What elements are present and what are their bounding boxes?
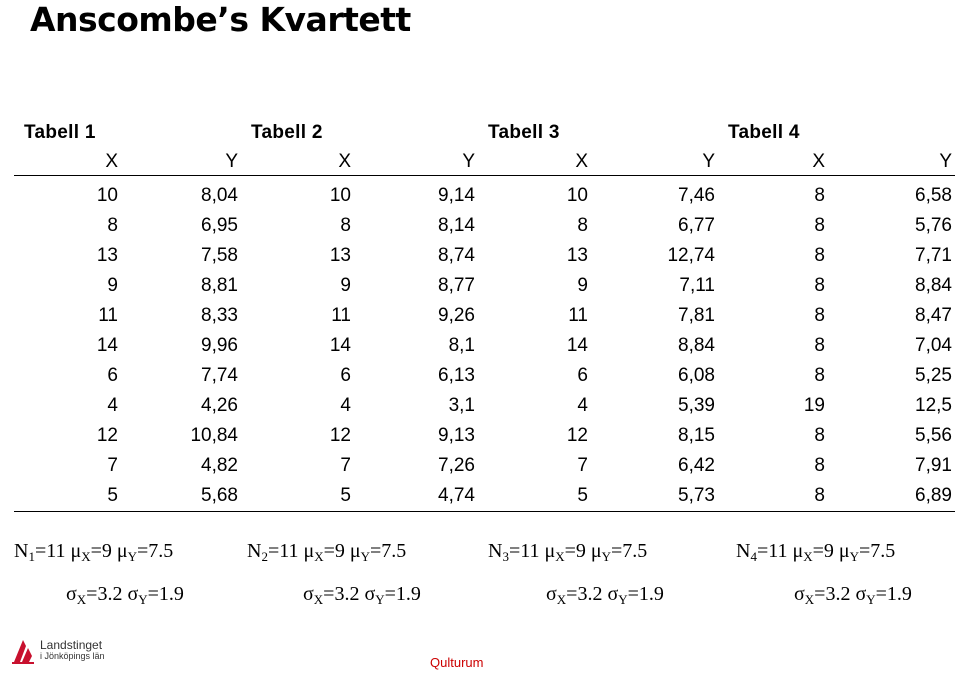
x-value: 11 xyxy=(568,305,588,326)
x-value: 8 xyxy=(814,485,825,506)
table-name: Tabell 3 xyxy=(488,122,560,143)
n-value: =11 xyxy=(267,540,299,562)
y-subscript: Y xyxy=(360,549,371,564)
y-value: 5,76 xyxy=(915,215,952,236)
table-row xyxy=(14,391,955,421)
x-subscript: X xyxy=(555,549,565,564)
mu-x-value: =9 xyxy=(323,540,345,562)
sigma-x-value: =3.2 xyxy=(566,583,603,605)
table-row xyxy=(14,181,955,211)
x-value: 12 xyxy=(96,425,118,446)
mu-symbol: μ xyxy=(116,540,128,562)
table-row xyxy=(14,241,955,271)
x-value: 8 xyxy=(814,215,825,236)
mu-symbol: μ xyxy=(303,540,315,562)
x-value: 14 xyxy=(329,335,351,356)
sigma-y-value: =1.9 xyxy=(384,583,421,605)
y-value: 8,14 xyxy=(438,215,475,236)
mean-stat xyxy=(488,540,647,565)
mu-x-value: =9 xyxy=(564,540,586,562)
y-subscript: Y xyxy=(849,549,860,564)
data-table xyxy=(14,118,955,512)
x-value: 8 xyxy=(814,455,825,476)
x-value: 8 xyxy=(814,275,825,296)
y-value: 7,04 xyxy=(915,335,952,356)
y-value: 8,33 xyxy=(201,305,238,326)
y-value: 5,73 xyxy=(678,485,715,506)
y-value: 3,1 xyxy=(448,395,475,416)
mu-symbol: μ xyxy=(70,540,82,562)
y-value: 6,08 xyxy=(678,365,715,386)
y-value: 8,47 xyxy=(915,305,952,326)
table-name: Tabell 2 xyxy=(251,122,323,143)
x-value: 8 xyxy=(577,215,588,236)
sigma-y-value: =1.9 xyxy=(875,583,912,605)
y-value: 6,58 xyxy=(915,185,952,206)
n-subscript: 2 xyxy=(261,549,268,564)
y-value: 7,71 xyxy=(915,245,952,266)
n-value: =11 xyxy=(756,540,788,562)
y-value: 6,89 xyxy=(915,485,952,506)
x-value: 8 xyxy=(814,305,825,326)
x-value: 7 xyxy=(107,455,118,476)
mu-symbol: μ xyxy=(838,540,850,562)
table-name: Tabell 1 xyxy=(24,122,96,143)
y-value: 8,1 xyxy=(448,335,475,356)
y-value: 7,81 xyxy=(678,305,715,326)
y-value: 9,26 xyxy=(438,305,475,326)
x-value: 8 xyxy=(814,185,825,206)
x-header: X xyxy=(338,150,351,172)
y-value: 7,26 xyxy=(438,455,475,476)
y-value: 5,25 xyxy=(915,365,952,386)
n-symbol: N xyxy=(736,540,751,562)
x-value: 8 xyxy=(814,245,825,266)
x-value: 9 xyxy=(577,275,588,296)
y-value: 6,13 xyxy=(438,365,475,386)
table-row xyxy=(14,211,955,241)
x-value: 5 xyxy=(577,485,588,506)
x-subscript: X xyxy=(76,592,87,607)
x-value: 13 xyxy=(566,245,588,266)
mean-stat xyxy=(14,540,173,565)
x-value: 10 xyxy=(566,185,588,206)
x-value: 7 xyxy=(577,455,588,476)
n-value: =11 xyxy=(508,540,540,562)
x-value: 11 xyxy=(331,305,351,326)
x-value: 14 xyxy=(96,335,118,356)
logo-line1: Landstinget xyxy=(40,638,103,652)
x-value: 19 xyxy=(803,395,825,416)
x-value: 10 xyxy=(96,185,118,206)
sigma-symbol: σ xyxy=(364,583,376,605)
y-value: 4,82 xyxy=(201,455,238,476)
mu-symbol: μ xyxy=(349,540,361,562)
y-value: 12,74 xyxy=(667,245,715,266)
x-value: 12 xyxy=(566,425,588,446)
y-subscript: Y xyxy=(375,592,385,607)
footer-label: Qulturum xyxy=(430,655,484,670)
y-value: 8,15 xyxy=(678,425,715,446)
x-value: 11 xyxy=(98,305,118,326)
x-value: 6 xyxy=(340,365,351,386)
n-value: =11 xyxy=(34,540,66,562)
mu-y-value: =7.5 xyxy=(137,540,174,562)
y-subscript: Y xyxy=(866,592,876,607)
y-header: Y xyxy=(462,150,475,172)
x-subscript: X xyxy=(314,549,324,564)
landstinget-logo xyxy=(10,636,105,666)
table-row xyxy=(14,481,955,512)
sigma-y-value: =1.9 xyxy=(627,583,664,605)
y-header: Y xyxy=(702,150,715,172)
x-header: X xyxy=(812,150,825,172)
y-value: 9,96 xyxy=(201,335,238,356)
x-value: 5 xyxy=(340,485,351,506)
y-value: 5,56 xyxy=(915,425,952,446)
table-row xyxy=(14,451,955,481)
table-row xyxy=(14,361,955,391)
sigma-stat xyxy=(546,583,664,608)
x-value: 8 xyxy=(814,335,825,356)
x-subscript: X xyxy=(556,592,567,607)
sigma-y-value: =1.9 xyxy=(147,583,184,605)
x-value: 13 xyxy=(329,245,351,266)
y-value: 5,68 xyxy=(201,485,238,506)
y-value: 6,77 xyxy=(678,215,715,236)
mu-symbol: μ xyxy=(792,540,804,562)
y-value: 6,95 xyxy=(201,215,238,236)
x-value: 8 xyxy=(340,215,351,236)
mu-symbol: μ xyxy=(544,540,556,562)
sigma-symbol: σ xyxy=(127,583,139,605)
y-value: 8,84 xyxy=(915,275,952,296)
x-header: X xyxy=(575,150,588,172)
y-value: 7,46 xyxy=(678,185,715,206)
sigma-symbol: σ xyxy=(607,583,619,605)
y-value: 10,84 xyxy=(190,425,238,446)
n-subscript: 4 xyxy=(750,549,757,564)
landstinget-logo-icon xyxy=(10,636,36,666)
x-value: 6 xyxy=(577,365,588,386)
x-value: 5 xyxy=(107,485,118,506)
table-name-row xyxy=(14,118,955,148)
x-value: 8 xyxy=(814,365,825,386)
x-value: 9 xyxy=(340,275,351,296)
y-value: 8,81 xyxy=(201,275,238,296)
sigma-stat xyxy=(66,583,184,608)
y-value: 5,39 xyxy=(678,395,715,416)
sigma-symbol: σ xyxy=(546,583,557,605)
x-value: 4 xyxy=(340,395,351,416)
sigma-x-value: =3.2 xyxy=(86,583,123,605)
x-value: 7 xyxy=(340,455,351,476)
x-subscript: X xyxy=(803,549,813,564)
y-subscript: Y xyxy=(618,592,628,607)
column-header-row xyxy=(14,148,955,176)
x-value: 4 xyxy=(107,395,118,416)
mu-y-value: =7.5 xyxy=(370,540,407,562)
x-value: 8 xyxy=(107,215,118,236)
y-header: Y xyxy=(939,150,952,172)
x-value: 8 xyxy=(814,425,825,446)
y-value: 8,74 xyxy=(438,245,475,266)
page-title: Anscombe’s Kvartett xyxy=(30,0,411,39)
x-subscript: X xyxy=(804,592,815,607)
x-value: 10 xyxy=(329,185,351,206)
mean-stat xyxy=(247,540,406,565)
table-name: Tabell 4 xyxy=(728,122,800,143)
table-row xyxy=(14,301,955,331)
table-row xyxy=(14,271,955,301)
x-value: 13 xyxy=(96,245,118,266)
sigma-stat xyxy=(794,583,912,608)
mu-symbol: μ xyxy=(590,540,602,562)
mu-y-value: =7.5 xyxy=(859,540,896,562)
sigma-x-value: =3.2 xyxy=(323,583,360,605)
y-subscript: Y xyxy=(601,549,612,564)
x-value: 4 xyxy=(577,395,588,416)
x-value: 14 xyxy=(566,335,588,356)
table-row xyxy=(14,421,955,451)
x-subscript: X xyxy=(81,549,91,564)
y-value: 4,26 xyxy=(201,395,238,416)
sigma-symbol: σ xyxy=(855,583,867,605)
anscombe-table xyxy=(14,118,955,512)
y-value: 7,91 xyxy=(915,455,952,476)
y-value: 7,74 xyxy=(201,365,238,386)
x-value: 12 xyxy=(329,425,351,446)
y-value: 4,74 xyxy=(438,485,475,506)
y-subscript: Y xyxy=(127,549,138,564)
x-value: 9 xyxy=(107,275,118,296)
sigma-stat xyxy=(303,583,421,608)
logo-line2: i Jönköpings län xyxy=(40,651,105,661)
sigma-x-value: =3.2 xyxy=(814,583,851,605)
sigma-symbol: σ xyxy=(66,583,77,605)
y-value: 12,5 xyxy=(915,395,952,416)
table-row xyxy=(14,331,955,361)
n-symbol: N xyxy=(247,540,262,562)
y-value: 7,11 xyxy=(679,275,715,296)
y-value: 9,13 xyxy=(438,425,475,446)
y-value: 9,14 xyxy=(438,185,475,206)
y-value: 8,77 xyxy=(438,275,475,296)
y-value: 8,04 xyxy=(201,185,238,206)
n-symbol: N xyxy=(14,540,29,562)
y-subscript: Y xyxy=(138,592,148,607)
n-symbol: N xyxy=(488,540,503,562)
sigma-symbol: σ xyxy=(303,583,314,605)
n-subscript: 1 xyxy=(28,549,35,564)
y-value: 7,58 xyxy=(201,245,238,266)
mu-y-value: =7.5 xyxy=(611,540,648,562)
mean-stat xyxy=(736,540,895,565)
x-header: X xyxy=(105,150,118,172)
x-subscript: X xyxy=(313,592,324,607)
sigma-symbol: σ xyxy=(794,583,805,605)
y-header: Y xyxy=(225,150,238,172)
n-subscript: 3 xyxy=(502,549,509,564)
x-value: 6 xyxy=(107,365,118,386)
mu-x-value: =9 xyxy=(90,540,112,562)
mu-x-value: =9 xyxy=(812,540,834,562)
y-value: 6,42 xyxy=(678,455,715,476)
y-value: 8,84 xyxy=(678,335,715,356)
